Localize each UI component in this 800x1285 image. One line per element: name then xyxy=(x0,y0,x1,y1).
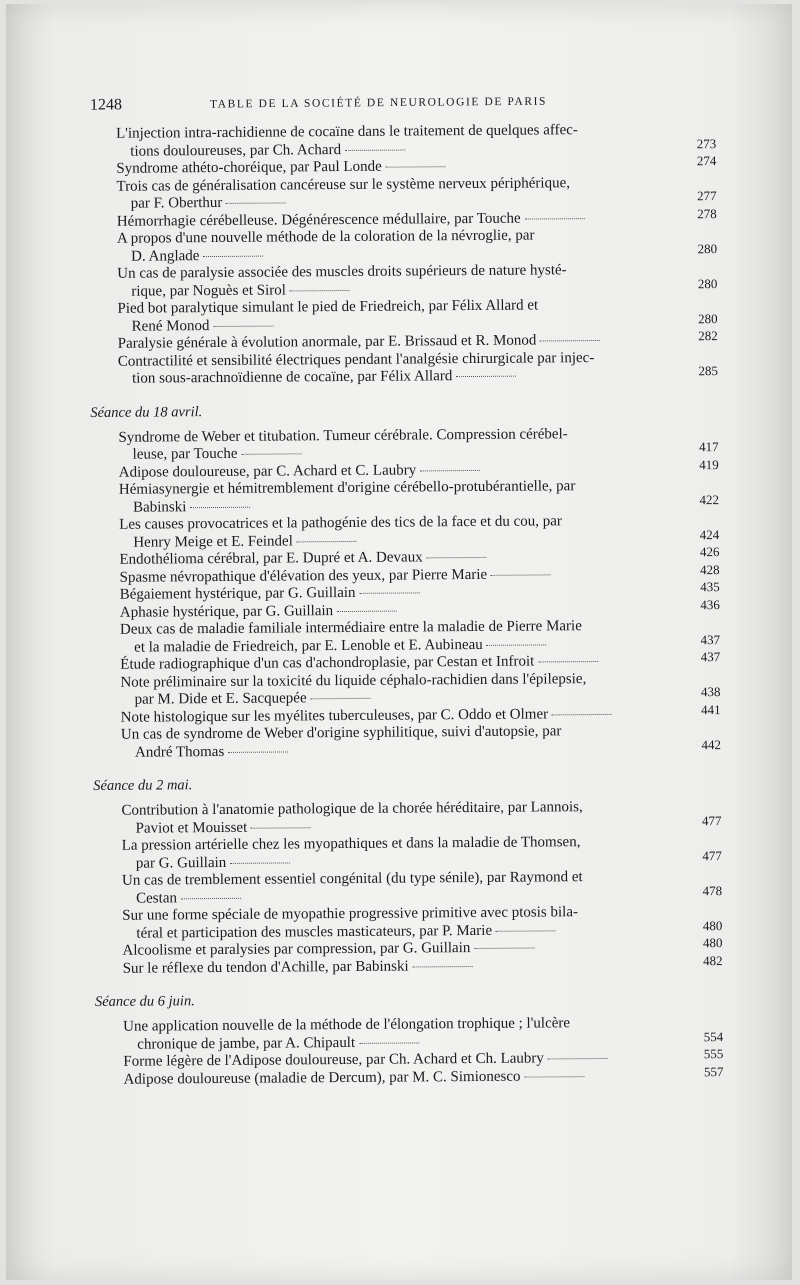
dot-leader xyxy=(426,557,486,558)
entry-page-number: 437 xyxy=(700,649,721,665)
toc-entry xyxy=(122,952,723,978)
entry-title-line: Une application nouvelle de la méthode de l'élongation trophique ; l'ulcère xyxy=(123,1015,571,1035)
entry-title-line: Syndrome de Weber et titubation. Tumeur cérébrale. Compression cérébel- xyxy=(118,425,568,446)
entry-continuation-line: Henry Meige et E. Feindel xyxy=(119,530,671,552)
entry-title-line: Note histologique sur les myélites tuberculeuses, par C. Oddo et Olmer xyxy=(121,705,673,727)
entry-page-number: 419 xyxy=(699,456,719,472)
dot-leader xyxy=(230,862,290,863)
toc-entry xyxy=(116,121,717,160)
entry-title-line: Paralysie générale à évolution anormale, par E. Brissaud et R. Monod xyxy=(118,331,670,353)
entry-page-number: 278 xyxy=(697,205,717,221)
entry-title-line: Hémiasynergie et hémitremblement d'origine cérébello-protubérantielle, par xyxy=(118,478,576,498)
entry-page-number: 438 xyxy=(700,684,721,700)
dot-leader xyxy=(337,610,397,611)
entry-title-line: Hémorrhagie cérébelleuse. Dégénérescence médullaire, par Touche xyxy=(117,209,669,231)
entry-title-line: A propos d'une nouvelle méthode de la coloration de la névroglie, par xyxy=(116,227,535,247)
entry-continuation-line: chronique de jambe, par A. Chipault xyxy=(123,1032,675,1054)
entry-continuation-line: par G. Guillain xyxy=(122,851,674,873)
entry-title-line: Endothélioma cérébral, par E. Dupré et A. Devaux xyxy=(119,547,671,569)
entry-page-number: 280 xyxy=(698,310,718,326)
entry-page-number: 480 xyxy=(702,935,723,951)
entry-title-line: Trois cas de généralisation cancéreuse sur le système nerveux périphérique, xyxy=(116,174,571,195)
toc-section xyxy=(90,399,733,762)
entry-title-line: Note préliminaire sur la toxicité du liquide céphalo-rachidien dans l'épilepsie, xyxy=(120,670,587,691)
entry-page-number: 274 xyxy=(696,153,717,169)
toc-entry xyxy=(123,1063,724,1089)
entry-title-line: Syndrome athéto-choréique, par Paul Londe xyxy=(116,156,668,178)
entry-page-number: 477 xyxy=(702,847,722,863)
dot-leader xyxy=(290,289,350,290)
toc-entry xyxy=(118,477,720,516)
dot-leader xyxy=(491,574,551,575)
dot-leader xyxy=(359,1042,419,1043)
toc-entry xyxy=(119,512,720,551)
toc-entry xyxy=(121,833,722,872)
toc-entry xyxy=(117,296,718,335)
entry-continuation-line: téral et participation des muscles masticateurs, par P. Marie xyxy=(122,921,674,943)
entry-title-line: L'injection intra-rachidienne de cocaïne dans le traitement de quelques affec- xyxy=(116,122,578,142)
entry-title-line: Deux cas de maladie familiale intermédiaire entre la maladie de Pierre Marie xyxy=(119,618,582,638)
dot-leader xyxy=(456,376,516,377)
entry-page-number: 557 xyxy=(703,1063,724,1079)
entry-title-line: Alcoolisme et paralysies par compression, par G. Guillain xyxy=(122,938,674,960)
entry-title-line: Un cas de paralysie associée des muscles droits supérieurs de nature hysté- xyxy=(117,262,567,282)
entry-title-line: Contribution à l'anatomie pathologique de la chorée héréditaire, par Lannois, xyxy=(121,799,583,819)
dot-leader xyxy=(524,1076,584,1077)
page-number: 1248 xyxy=(89,96,123,114)
entry-page-number: 422 xyxy=(699,491,720,507)
dot-leader xyxy=(226,202,286,203)
book-page xyxy=(6,4,792,1280)
entry-page-number: 417 xyxy=(699,439,719,455)
entry-continuation-line: Cestan xyxy=(122,886,674,908)
entry-page-number: 480 xyxy=(702,917,723,933)
dot-leader xyxy=(540,340,600,341)
entry-continuation-line: André Thomas xyxy=(121,740,673,762)
running-title: TABLE DE LA SOCIÉTÉ DE NEUROLOGIE DE PARIS xyxy=(209,95,548,111)
entry-page-number: 477 xyxy=(701,812,722,828)
dot-leader xyxy=(251,827,311,828)
entry-page-number: 482 xyxy=(703,952,723,968)
toc-section xyxy=(88,121,730,389)
entry-title-line: Aphasie hystérique, par G. Guillain xyxy=(120,600,672,622)
entry-page-number: 277 xyxy=(697,188,717,204)
dot-leader xyxy=(241,453,301,454)
dot-leader xyxy=(385,166,445,167)
entry-page-number: 273 xyxy=(696,135,717,151)
entry-page-number: 282 xyxy=(698,328,718,344)
table-of-contents xyxy=(88,115,736,1089)
dot-leader xyxy=(487,644,547,645)
entry-title-line: Un cas de tremblement essentiel congénital (du type sénile), par Raymond et xyxy=(121,869,583,889)
entry-title-line: Forme légère de l'Adipose douloureuse, par Ch. Achard et Ch. Laubry xyxy=(123,1049,675,1071)
entry-page-number: 478 xyxy=(702,882,723,898)
entry-page-number: 441 xyxy=(701,701,721,717)
entry-continuation-line: Paviot et Mouisset xyxy=(122,816,674,838)
page-header xyxy=(90,91,690,118)
dot-leader xyxy=(474,948,534,949)
entry-title-line: Les causes provocatrices et la pathogénie des tics de la face et du cou, par xyxy=(119,513,562,533)
section-title: Séance du 18 avril. xyxy=(90,403,203,421)
dot-leader xyxy=(552,713,612,714)
dot-leader xyxy=(310,698,370,699)
entry-page-number: 285 xyxy=(698,363,719,379)
toc-entry xyxy=(117,349,719,388)
entry-title-line: La pression artérielle chez les myopathiques et dans la maladie de Thomsen, xyxy=(121,834,581,854)
dot-leader xyxy=(524,218,584,219)
entry-page-number: 436 xyxy=(700,596,720,612)
entry-page-number: 435 xyxy=(700,579,720,595)
toc-entry xyxy=(117,261,718,300)
dot-leader xyxy=(345,149,405,150)
entry-page-number: 280 xyxy=(697,240,718,256)
entry-title-line: Adipose douloureuse (maladie de Dercum), par M. C. Simionesco xyxy=(123,1067,675,1089)
dot-leader xyxy=(228,751,288,752)
entry-page-number: 555 xyxy=(703,1046,724,1062)
entry-continuation-line: par M. Dide et E. Sacquepée xyxy=(120,687,672,709)
toc-section xyxy=(93,773,735,978)
entry-title-line: Sur une forme spéciale de myopathie progressive primitive avec ptosis bila- xyxy=(122,904,579,924)
dot-leader xyxy=(538,661,598,662)
entry-title-line: Contractilité et sensibilité électriques pendant l'analgésie chirurgicale par injec- xyxy=(117,349,595,370)
dot-leader xyxy=(203,255,263,256)
entry-title-line: Pied bot paralytique simulant le pied de Friedreich, par Félix Allard et xyxy=(117,297,539,317)
entry-page-number: 442 xyxy=(701,736,721,752)
entry-page-number: 437 xyxy=(700,631,721,647)
entry-continuation-line: D. Anglade xyxy=(117,244,669,266)
toc-entry xyxy=(122,903,723,942)
dot-leader xyxy=(190,506,250,507)
entry-title-line: Adipose douloureuse, par C. Achard et C. Laubry xyxy=(119,460,671,482)
toc-entry xyxy=(116,226,718,265)
dot-leader xyxy=(412,966,472,967)
entry-title-line: Sur le réflexe du tendon d'Achille, par Babinski xyxy=(123,956,675,978)
dot-leader xyxy=(181,897,241,898)
entry-continuation-line: leuse, par Touche xyxy=(119,442,671,464)
entry-continuation-line: tion sous-arachnoïdienne de cocaïne, par Félix Allard xyxy=(118,366,670,388)
entry-page-number: 426 xyxy=(699,544,720,560)
dot-leader xyxy=(359,592,419,593)
toc-section xyxy=(95,989,736,1089)
toc-entry xyxy=(119,617,721,656)
entry-title-line: Spasme névropathique d'élévation des yeux, par Pierre Marie xyxy=(120,565,672,587)
entry-continuation-line: et la maladie de Friedreich, par E. Lenoble et E. Aubineau xyxy=(120,635,672,657)
toc-entry xyxy=(121,798,722,837)
dot-leader xyxy=(297,540,357,541)
toc-entry xyxy=(121,868,723,907)
dot-leader xyxy=(213,325,273,326)
entry-continuation-line: rique, par Noguès et Sirol xyxy=(117,279,669,301)
toc-entry xyxy=(120,722,721,761)
dot-leader xyxy=(420,469,480,470)
entry-title-line: Bégaiement hystérique, par G. Guillain xyxy=(120,582,672,604)
toc-entry xyxy=(123,1014,724,1053)
section-title: Séance du 6 juin. xyxy=(94,993,195,1010)
dot-leader xyxy=(496,930,556,931)
entry-continuation-line: tions douloureuses, par Ch. Achard xyxy=(116,139,668,161)
entry-continuation-line: par F. Oberthur xyxy=(117,191,669,213)
dot-leader xyxy=(548,1058,608,1059)
entry-page-number: 554 xyxy=(703,1028,724,1044)
entry-page-number: 280 xyxy=(697,275,718,291)
entry-title-line: Un cas de syndrome de Weber d'origine syphilitique, suivi d'autopsie, par xyxy=(120,723,562,743)
entry-continuation-line: René Monod xyxy=(118,314,670,336)
entry-page-number: 428 xyxy=(699,561,720,577)
entry-page-number: 424 xyxy=(699,526,720,542)
section-title: Séance du 2 mai. xyxy=(93,777,193,794)
entry-continuation-line: Babinski xyxy=(119,495,671,517)
entry-title-line: Étude radiographique d'un cas d'achondroplasie, par Cestan et Infroit xyxy=(120,652,672,674)
